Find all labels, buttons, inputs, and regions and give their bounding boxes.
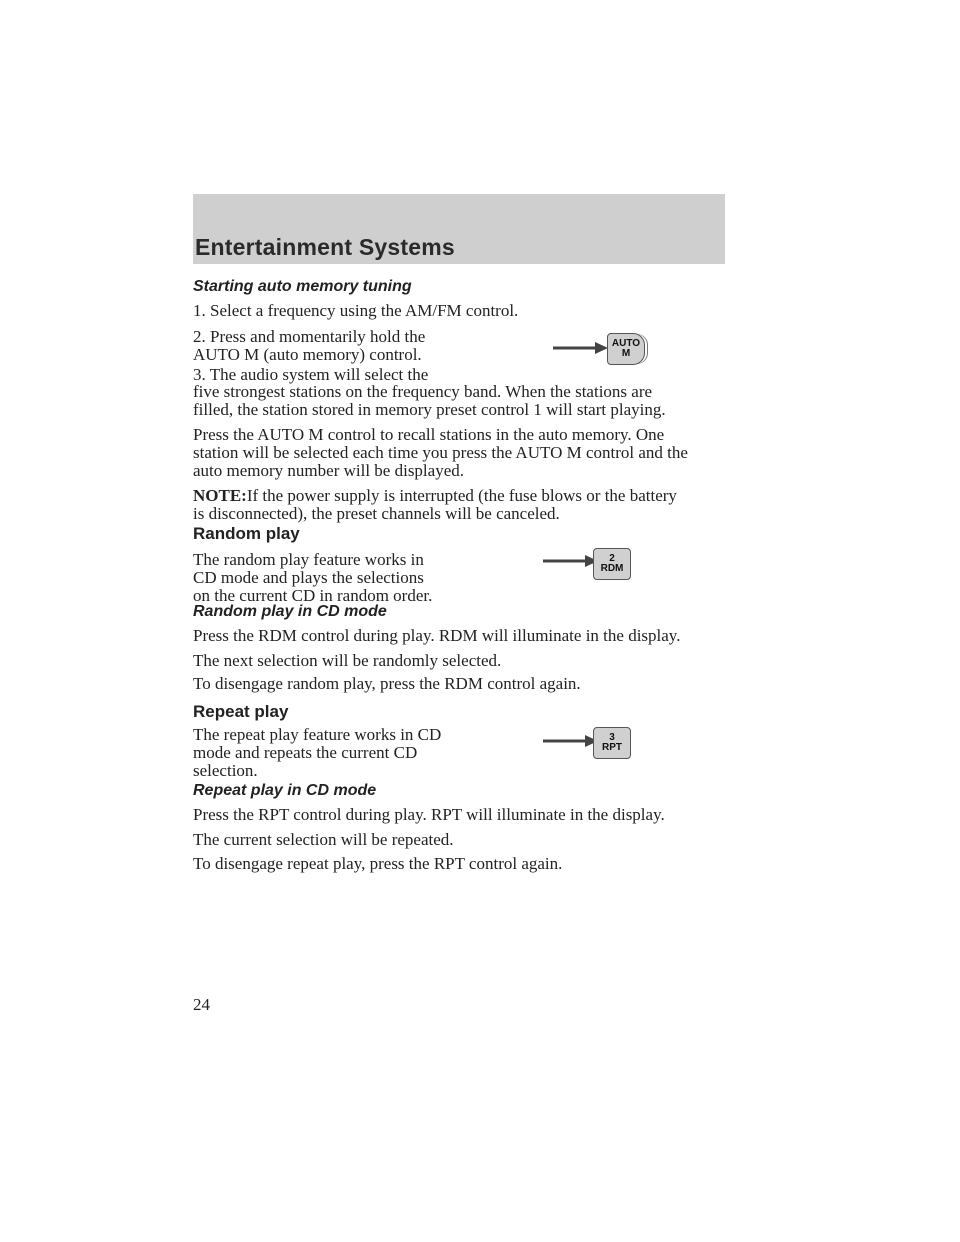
auto-m-button-label-bottom: M bbox=[621, 348, 631, 359]
rdm-button-label-top: 2 bbox=[609, 553, 615, 564]
auto-memory-step2-line1: 2. Press and momentarily hold the bbox=[193, 327, 426, 346]
page-number: 24 bbox=[193, 995, 210, 1014]
auto-m-button-label-top: AUTO bbox=[611, 338, 641, 349]
random-play-heading: Random play bbox=[193, 524, 300, 543]
section-title: Entertainment Systems bbox=[195, 234, 455, 260]
auto-memory-step2-line2: AUTO M (auto memory) control. bbox=[193, 345, 422, 364]
auto-memory-step3-line2: five strongest stations on the frequency band. When the stations are bbox=[193, 382, 653, 401]
auto-memory-step3-line3: filled, the station stored in memory preset control 1 will start playing. bbox=[193, 400, 666, 419]
note-line2: is disconnected), the preset channels will be canceled. bbox=[193, 504, 560, 523]
auto-memory-para-line1: Press the AUTO M control to recall stations in the auto memory. One bbox=[193, 425, 665, 444]
random-play-cd-heading: Random play in CD mode bbox=[193, 603, 387, 620]
repeat-play-desc-line1: The repeat play feature works in CD bbox=[193, 725, 442, 744]
repeat-play-heading: Repeat play bbox=[193, 702, 289, 721]
random-play-para1: Press the RDM control during play. RDM will illuminate in the display. bbox=[193, 626, 681, 645]
rpt-button-label-bottom: RPT bbox=[602, 742, 622, 753]
auto-memory-para-line2: station will be selected each time you press the AUTO M control and the bbox=[193, 443, 688, 462]
random-play-para2: The next selection will be randomly selected. bbox=[193, 651, 502, 670]
repeat-play-para1: Press the RPT control during play. RPT will illuminate in the display. bbox=[193, 805, 665, 824]
auto-memory-heading: Starting auto memory tuning bbox=[193, 278, 412, 295]
arrow-right-icon bbox=[553, 340, 609, 356]
rpt-button-illustration bbox=[593, 727, 631, 759]
rdm-button-label-bottom: RDM bbox=[600, 563, 624, 574]
random-play-desc-line2: CD mode and plays the selections bbox=[193, 568, 424, 587]
repeat-play-cd-heading: Repeat play in CD mode bbox=[193, 782, 377, 799]
auto-memory-step1: 1. Select a frequency using the AM/FM control. bbox=[193, 301, 519, 320]
note-label: NOTE: bbox=[193, 486, 247, 505]
repeat-play-para3: To disengage repeat play, press the RPT control again. bbox=[193, 854, 563, 873]
arrow-right-icon bbox=[543, 553, 599, 569]
random-play-desc-line3: on the current CD in random order. bbox=[193, 586, 433, 605]
repeat-play-desc-line2: mode and repeats the current CD bbox=[193, 743, 418, 762]
repeat-play-para2: The current selection will be repeated. bbox=[193, 830, 454, 849]
auto-m-button-illustration bbox=[607, 333, 645, 365]
auto-memory-para-line3: auto memory number will be displayed. bbox=[193, 461, 464, 480]
arrow-right-icon bbox=[543, 733, 599, 749]
note-text: If the power supply is interrupted (the fuse blows or the battery bbox=[246, 486, 677, 505]
rdm-button-illustration bbox=[593, 548, 631, 580]
repeat-play-desc-line3: selection. bbox=[193, 761, 258, 780]
auto-memory-step3-line1: 3. The audio system will select the bbox=[193, 365, 429, 384]
random-play-para3: To disengage random play, press the RDM control again. bbox=[193, 674, 581, 693]
rpt-button-label-top: 3 bbox=[609, 732, 615, 743]
note-line1 bbox=[193, 486, 677, 506]
random-play-desc-line1: The random play feature works in bbox=[193, 550, 424, 569]
